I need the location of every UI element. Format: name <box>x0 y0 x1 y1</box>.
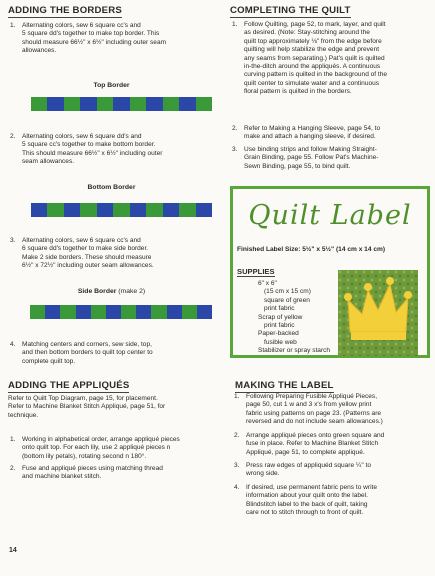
border-square <box>80 97 96 111</box>
step-line: as desired. (Note: Stay-stitching around the <box>244 29 370 37</box>
step-line: onto quilt top. For each lily, use 2 appliqué pieces n <box>22 444 171 452</box>
step-number: 4. <box>234 484 240 491</box>
step-number: 3. <box>232 146 238 153</box>
applique-step-1 <box>8 436 180 461</box>
step-line: Arrange appliqué pieces onto green square and <box>246 432 385 439</box>
border-square <box>76 305 91 319</box>
border-square <box>130 203 146 217</box>
borders-step-3 <box>8 237 154 271</box>
finished-label-size: Finished Label Size: 5½" x 5½" (14 cm x 14 cm) <box>237 246 386 253</box>
step-line: page 50, cut 1 w and 3 x's from yellow print <box>246 401 372 409</box>
border-square <box>151 305 166 319</box>
completing-step-3 <box>230 146 378 171</box>
border-square <box>179 97 195 111</box>
step-line: Matching centers and corners, sew side, top, <box>22 341 152 348</box>
step-number: 1. <box>10 436 16 443</box>
border-square <box>31 203 47 217</box>
side-border-caption-note: (make 2) <box>118 288 146 295</box>
step-line: Following Preparing Fusible Appliqué Pieces, <box>246 393 378 400</box>
step-line: any seams from separating.) Pat's quilt is quilted <box>244 54 385 62</box>
step-number: 2. <box>10 465 16 472</box>
border-square <box>113 203 129 217</box>
step-line: Grain Binding, page 55. Follow Pat's Machine- <box>244 154 379 162</box>
section-title-completing-quilt: COMPLETING THE QUILT <box>230 5 351 16</box>
step-number: 1. <box>10 22 16 29</box>
quilt-label-title: Quilt Label <box>248 200 412 231</box>
making-step-4 <box>232 484 430 518</box>
supply-item: print fabric <box>264 305 295 313</box>
border-square <box>167 305 182 319</box>
step-line: quilt top approximately ⅛" from the edge before <box>244 37 382 45</box>
step-line: complete quilt top. <box>22 357 76 365</box>
border-square <box>47 97 63 111</box>
step-number: 3. <box>10 237 16 244</box>
border-square <box>80 203 96 217</box>
border-square <box>113 97 129 111</box>
border-square <box>146 203 162 217</box>
step-line: This should measure 66½" x 6½" including outer <box>22 149 163 157</box>
step-line: Working in alphabetical order, arrange appliqué pieces <box>22 436 180 443</box>
border-square <box>163 97 179 111</box>
step-line: Make 2 side borders. These should measure <box>22 253 152 261</box>
border-square <box>130 97 146 111</box>
supply-item: print fabric <box>264 322 295 330</box>
step-line: floral pattern is quilted in the borders. <box>244 88 352 96</box>
border-square <box>97 97 113 111</box>
making-step-1 <box>232 393 430 427</box>
step-line: should measure 66½" x 6½" including outer seam <box>22 38 167 46</box>
step-line: 5 square dd's together to make top border. This <box>22 30 160 38</box>
side-border-caption-text: Side Border <box>77 288 117 295</box>
step-line: Alternating colors, sew 6 square cc's and <box>22 237 141 244</box>
step-line: fabric using patterns on page 23. (Patterns are <box>246 409 382 417</box>
side-border-caption <box>8 288 215 295</box>
supply-item: Scrap of yellow <box>258 313 303 321</box>
step-line: Appliqué, page 51, to complete appliqué. <box>246 448 365 456</box>
step-line: 6½" x 72½" including outer seam allowances. <box>22 262 154 270</box>
border-square <box>182 305 197 319</box>
border-square <box>146 97 162 111</box>
step-line: seam allowances. <box>22 158 75 166</box>
section-title-making-label: MAKING THE LABEL <box>235 380 334 391</box>
intro-line: Refer to Machine Blanket Stitch Appliqué, page 51, for <box>8 403 166 411</box>
supply-item: fusible web <box>264 338 297 346</box>
border-square <box>197 305 212 319</box>
border-square <box>163 203 179 217</box>
section-title-adding-applique: ADDING THE APPLIQUÉS <box>8 380 130 391</box>
step-line: reversed and do not include seam allowances.) <box>246 418 383 426</box>
applique-intro <box>8 395 165 420</box>
step-line: allowances. <box>22 47 57 55</box>
border-square <box>196 97 212 111</box>
step-line: (bottom lily petals), rotating second n 180°. <box>22 452 147 460</box>
step-line: Alternating colors, sew 6 square dd's and <box>22 133 142 140</box>
supplies-title: SUPPLIES <box>237 267 275 276</box>
step-line: 5 square cc's together to make bottom border. <box>22 141 156 149</box>
top-border-strip <box>31 97 212 111</box>
step-line: make and attach a hanging sleeve, if desired. <box>244 133 376 141</box>
border-square <box>196 203 212 217</box>
step-number: 1. <box>234 393 240 400</box>
step-line: and then bottom borders to quilt top center to <box>22 349 153 357</box>
supply-item: Paper-backed <box>258 330 299 338</box>
completing-step-2 <box>230 125 380 142</box>
supply-item: square of green <box>264 296 310 304</box>
step-number: 2. <box>234 432 240 439</box>
step-line: Sewn Binding, page 55, to bind quilt. <box>244 162 351 170</box>
border-square <box>30 305 45 319</box>
step-line: Alternating colors, sew 6 square cc's and <box>22 22 141 29</box>
step-line: Blindstitch label to the back of quilt, taking <box>246 500 368 508</box>
step-number: 2. <box>232 125 238 132</box>
border-square <box>91 305 106 319</box>
border-square <box>64 97 80 111</box>
step-number: 4. <box>10 341 16 348</box>
borders-step-2 <box>8 133 162 167</box>
border-square <box>136 305 151 319</box>
border-square <box>45 305 60 319</box>
step-line: in-the-ditch around the appliqués. A continuous <box>244 63 381 71</box>
border-square <box>47 203 63 217</box>
border-square <box>97 203 113 217</box>
border-square <box>106 305 121 319</box>
intro-line: technique. <box>8 411 39 419</box>
top-border-caption: Top Border <box>93 82 130 89</box>
border-square <box>179 203 195 217</box>
label-sample-image <box>338 270 418 356</box>
borders-step-4 <box>8 341 153 366</box>
supply-item: 6" x 6" <box>258 280 277 287</box>
step-line: curving pattern is quilted in the background of the <box>244 71 388 79</box>
page-number: 14 <box>9 547 17 554</box>
border-square <box>121 305 136 319</box>
step-line: Fuse and appliqué pieces using matching thread <box>22 465 163 472</box>
supply-item: Stabilizer or spray starch <box>258 347 331 355</box>
supply-item: (15 cm x 15 cm) <box>264 288 311 296</box>
step-number: 2. <box>10 133 16 140</box>
step-line: Refer to Making a Hanging Sleeve, page 54, to <box>244 125 381 132</box>
making-step-2 <box>232 432 430 457</box>
step-line: Follow Quilting, page 52, to mark, layer, and quilt <box>244 21 386 28</box>
making-step-3 <box>232 462 430 479</box>
bottom-border-strip <box>31 203 212 217</box>
step-number: 1. <box>232 21 238 28</box>
step-line: fuse in place. Refer to Machine Blanket Stitch <box>246 440 379 448</box>
step-line: care not to stitch through to front of quilt. <box>246 509 364 517</box>
supplies-list <box>258 280 338 356</box>
crown-applique-icon <box>338 270 418 356</box>
intro-line: Refer to Quilt Top Diagram, page 15, for placement. <box>8 395 158 402</box>
bottom-border-caption: Bottom Border <box>87 184 136 191</box>
step-line: wrong side. <box>246 470 280 478</box>
applique-step-2 <box>8 465 163 482</box>
borders-step-1 <box>8 22 166 56</box>
step-line: Use binding strips and follow Making Straight- <box>244 146 377 153</box>
step-line: and machine blanket stitch. <box>22 473 102 481</box>
side-border-strip <box>30 305 212 319</box>
step-number: 3. <box>234 462 240 469</box>
border-square <box>60 305 75 319</box>
completing-step-1 <box>230 21 387 97</box>
step-line: Press raw edges of appliquéd square ¼" to <box>246 462 371 469</box>
section-title-adding-borders: ADDING THE BORDERS <box>8 5 122 16</box>
step-line: quilt center to simulate water and a continuous <box>244 79 380 87</box>
border-square <box>31 97 47 111</box>
step-line: information about your quilt onto the label. <box>246 492 368 500</box>
step-line: If desired, use permanent fabric pens to write <box>246 484 378 491</box>
step-line: 6 square dd's together to make side border. <box>22 245 149 253</box>
step-line: quilting will help stabilize the edge and prevent <box>244 46 380 54</box>
border-square <box>64 203 80 217</box>
